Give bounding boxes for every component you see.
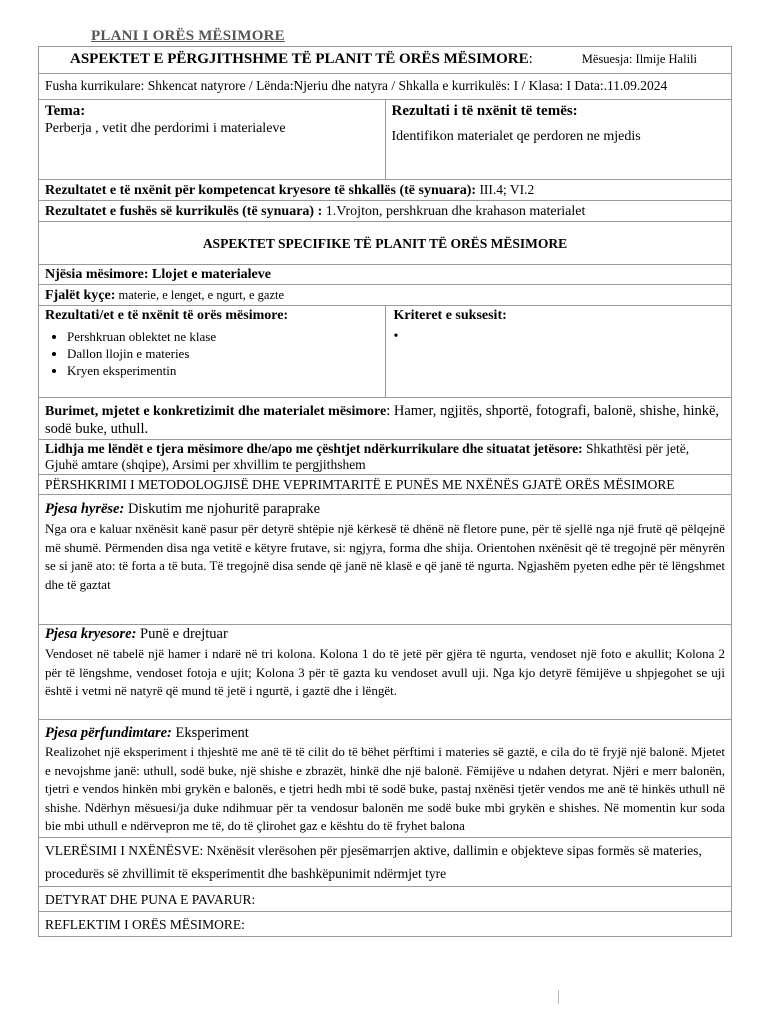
field-results-value: 1.Vrojton, pershkruan dhe krahason materialet [322, 204, 586, 219]
main-section-title: Punë e drejtuar [136, 626, 228, 642]
intro-section-text: Nga ora e kaluar nxënësit kanë pasur për detyrë shtëpie një kërkesë të dhënë në fletore pune, për të sjellë nga një frutë që pëlqejnë më shumë. Përmenden disa nga vetitë e këtyre frutave, si: ngjyra, forma dhe shija. Orientohen nxënësit që të tregojnë për mënyrën se si janë ato: të forta a të buta. Të tregojnë disa sende që janë në klasë e që janë të ngurta. Ngjashëm pyeten edhe për të lëngshmet dhe të gaztat [45, 521, 725, 592]
general-aspects-cell [39, 47, 732, 74]
field-results-row [39, 201, 732, 222]
field-results-label: Rezultatet e fushës së kurrikulës (të synuara) : [45, 204, 323, 219]
resources-label: Burimet, mjetet e konkretizimit dhe materialet mësimore [45, 404, 387, 419]
topic-cell [39, 100, 386, 180]
general-aspects-row [39, 47, 732, 74]
lesson-results-cell [39, 306, 386, 398]
curriculum-row [39, 74, 732, 100]
final-section-row [39, 720, 732, 838]
list-item: • Dallon llojin e materies [67, 345, 379, 362]
competences-value: III.4; VI.2 [476, 182, 535, 197]
topic-result-cell [385, 100, 732, 180]
lesson-plan-table [38, 46, 732, 937]
unit-row [39, 265, 732, 285]
keywords-cell [39, 285, 732, 306]
lesson-results-label: Rezultati/et e të nxënit të orës mësimore: [45, 308, 289, 323]
intro-section-title: Diskutim me njohuritë paraprake [124, 501, 321, 517]
lesson-unit: Njësia mësimore: Llojet e materialeve [39, 265, 732, 285]
intro-section-label: Pjesa hyrëse: [45, 501, 125, 517]
competences-cell [39, 180, 732, 201]
resources-cell [39, 398, 732, 440]
lesson-results-row [39, 306, 732, 398]
main-section-label: Pjesa kryesore: [45, 626, 137, 642]
document-title: PLANI I ORËS MËSIMORE [91, 28, 285, 44]
assessment-text: VLERËSIMI I NXËNËSVE: Nxënësit vlerësohen për pjesëmarrjen aktive, dallimin e objekteve sipas formës së materies, procedurës së zhvillimit të eksperimentit dhe bashkëpunimit ndërmjet tyre [39, 838, 732, 887]
competences-label: Rezultatet e të nxënit për kompetencat kryesore të shkallës (të synuara): [45, 183, 477, 198]
resources-row [39, 398, 732, 440]
keywords-row [39, 285, 732, 306]
success-criteria-label: Kriteret e suksesit: [393, 308, 507, 323]
methodology-title: PËRSHKRIMI I METODOLOGJISË DHE VEPRIMTARITË E PUNËS ME NXËNËS GJATË ORËS MËSIMORE [39, 475, 732, 495]
specific-aspects-row [39, 222, 732, 265]
assessment-row [39, 838, 732, 887]
final-section-title: Eksperiment [171, 725, 249, 741]
intro-section-cell [39, 495, 732, 625]
topic-result-label: Rezultati i të nxënit të temës: [391, 103, 578, 119]
main-section-text: Vendoset në tabelë një hamer i ndarë në tri kolona. Kolona 1 do të jetë për gjëra të ngurta, vendoset një foto e akullit; Kolona 2 për të lëngshme, vendoset fotoja e ujit; Kolona 3 për të gazta ku vendoset avull uji. Nga kjo detyrë fëmijëve u shpjegohet se uji është i vetmi në natyrë që mund të jetë i ngurtë, i gaztë dhe i lëngët. [45, 646, 725, 698]
competences-row [39, 180, 732, 201]
keywords-value: materie, e lenget, e ngurt, e gazte [115, 288, 285, 302]
links-label: Lidhja me lëndët e tjera mësimore dhe/apo me çështjet ndërkurrikulare dhe situatat jetësore: [45, 441, 583, 456]
final-section-label: Pjesa përfundimtare: [45, 725, 172, 741]
links-cell [39, 440, 732, 475]
list-item: • Pershkruan oblektet ne klase [67, 328, 379, 345]
curriculum-line: Fusha kurrikulare: Shkencat natyrore / Lënda:Njeriu dhe natyra / Shkalla e kurrikulës: I / Klasa: I Data:.11.09.2024 [39, 74, 732, 100]
reflection-label: REFLEKTIM I ORËS MËSIMORE: [39, 912, 732, 937]
teacher-name: Mësuesja: Ilmije Halili [581, 52, 697, 66]
methodology-row [39, 475, 732, 495]
topic-label: Tema: [45, 103, 86, 119]
intro-section-row [39, 495, 732, 625]
links-value: Shkathtësi për jetë, Gjuhë amtare (shqipe), Arsimi per xhvillim te pergjithshem [45, 441, 690, 472]
main-section-row [39, 625, 732, 720]
homework-row [39, 887, 732, 912]
keywords-label: Fjalët kyçe: [45, 288, 116, 303]
page-divider-mark [558, 990, 559, 1004]
success-criteria-cell [385, 306, 732, 398]
reflection-row [39, 912, 732, 937]
list-item: • Kryen eksperimentin [67, 362, 379, 379]
homework-label: DETYRAT DHE PUNA E PAVARUR: [39, 887, 732, 912]
general-aspects-title: ASPEKTET E PËRGJITHSHME TË PLANIT TË ORËS MËSIMORE [70, 51, 529, 67]
main-section-cell [39, 625, 732, 720]
topic-value: Perberja , vetit dhe perdorimi i materialeve [45, 121, 286, 136]
success-criteria-bullet: • [393, 329, 399, 344]
specific-aspects-title: ASPEKTET SPECIFIKE TË PLANIT TË ORËS MËSIMORE [39, 222, 732, 265]
field-results-cell [39, 201, 732, 222]
general-aspects-colon: : [528, 51, 533, 67]
final-section-cell [39, 720, 732, 838]
topic-row [39, 100, 732, 180]
links-row [39, 440, 732, 475]
lesson-results-list [45, 328, 379, 379]
final-section-text: Realizohet një eksperiment i thjeshtë me anë të të cilit do të bëhet përftimi i materies së gaztë, e cila do të fryjë një balonë. Mjetet e nevojshme janë: uthull, sodë buke, një shishe e zbrazët, hinkë dhe një balonë. Fëmijëve u ndahen detyrat. Njëri e merr balonën, tjetri e vendos hinkën mbi grykën e balonës, e tjetri hedh mbi të sodë buke, pastaj nxënësi tjetër vendos me anë të hinkës uthull në shishe. Ndërhyn mësuesi/ja duke ndihmuar për ta vendosur balonën me sodë buke mbi grykën e shishes. Në momentin kur soda bie mbi uthull e ndërvepron me të, do të çlirohet gaz e kështu do të fryhet balona [45, 744, 725, 833]
resources-value: : Hamer, ngjitës, shportë, fotografi, balonë, shishe, hinkë, sodë buke, uthull. [45, 403, 720, 437]
topic-result-value: Identifikon materialet qe perdoren ne mjedis [391, 129, 641, 144]
